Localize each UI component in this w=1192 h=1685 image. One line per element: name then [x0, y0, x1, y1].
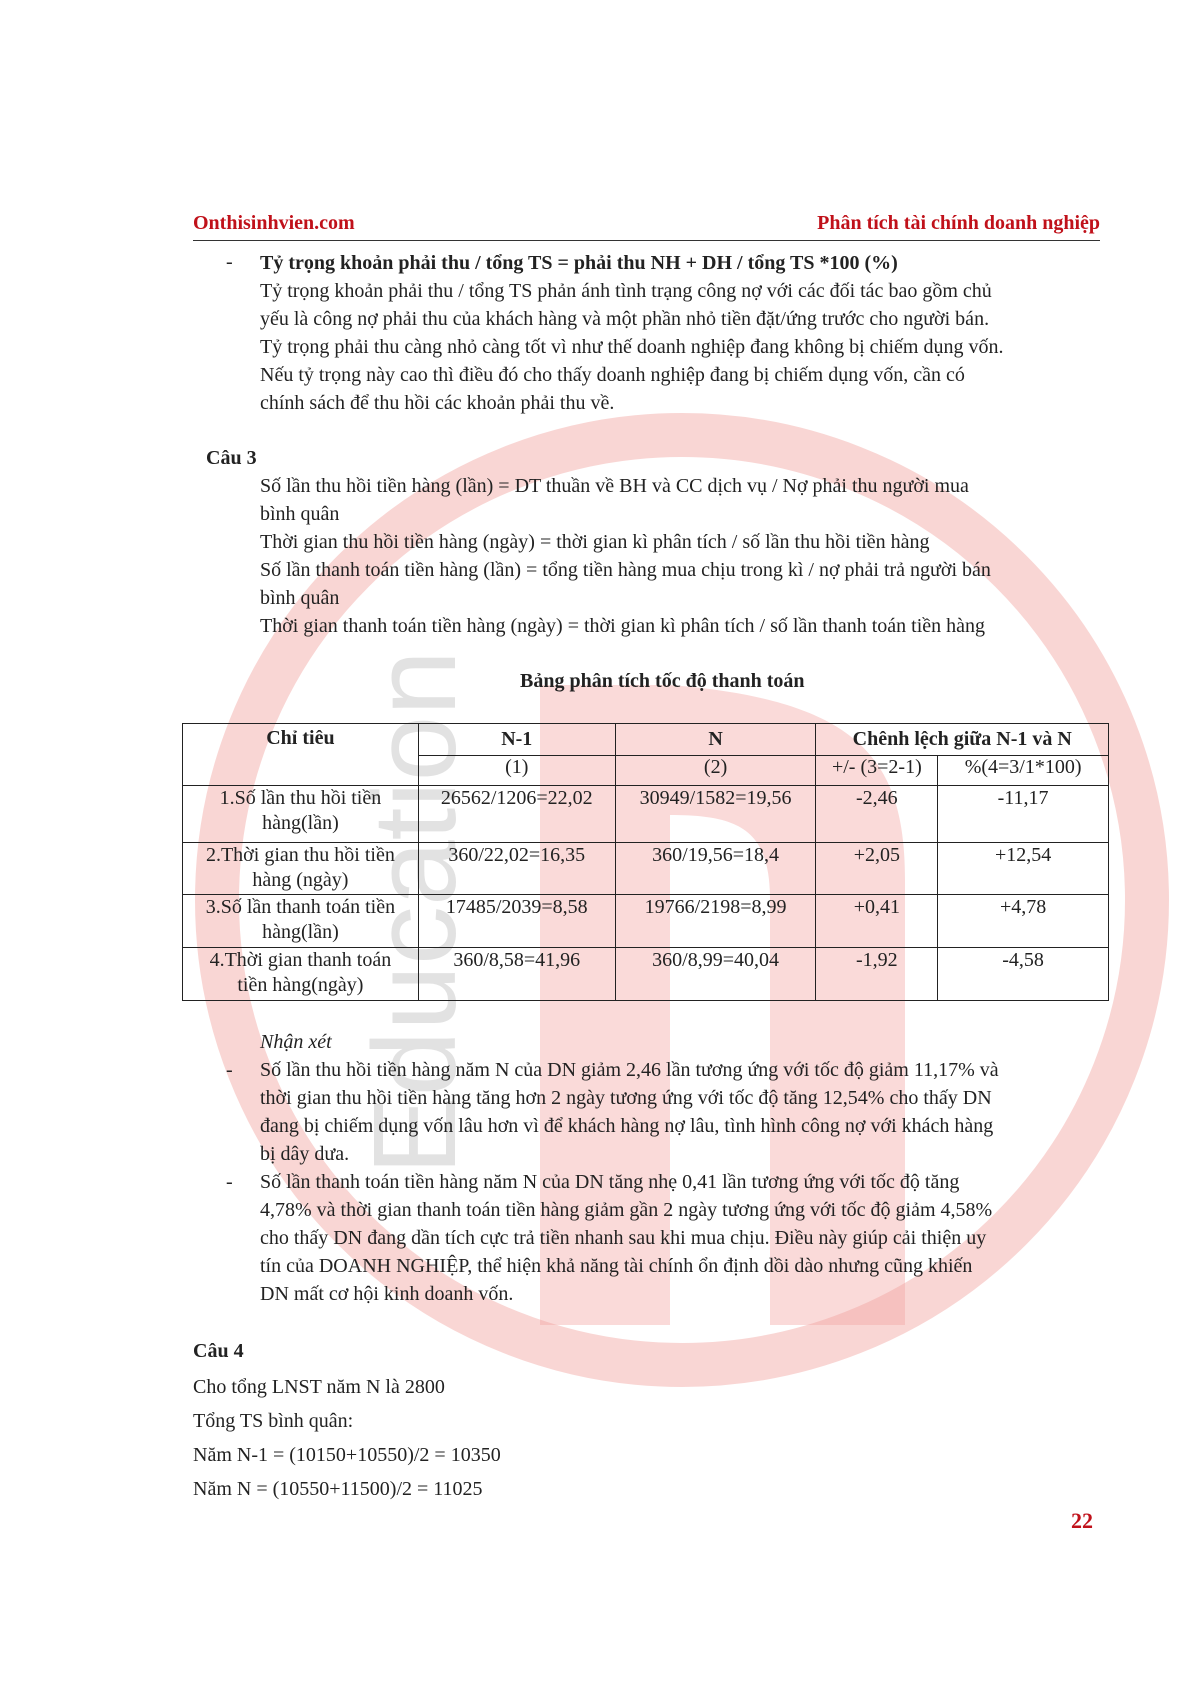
remark-bullet-1	[260, 1056, 999, 1168]
bullet-dash: -	[226, 1059, 233, 1081]
remarks-heading: Nhận xét	[260, 1031, 332, 1053]
cell-pct: -4,58	[938, 948, 1109, 1001]
cell-abs: +2,05	[816, 843, 938, 895]
ratio-formula: Tỷ trọng khoản phải thu / tổng TS = phải thu NH + DH / tổng TS *100 (%)	[260, 252, 898, 274]
text-line: yếu là công nợ phải thu của khách hàng và một phần nhỏ tiền đặt/ứng trước cho người bán.	[260, 308, 990, 330]
cell-curr: 360/19,56=18,4	[615, 843, 816, 895]
cell-prev: 360/22,02=16,35	[418, 843, 615, 895]
page-number: 22	[1071, 1508, 1093, 1533]
subheader-curr: (2)	[615, 756, 816, 786]
cau4-heading: Câu 4	[193, 1340, 244, 1362]
cell-abs: -2,46	[816, 786, 938, 843]
payment-speed-table	[182, 723, 1109, 1001]
text-line: Tổng TS bình quân:	[193, 1410, 354, 1432]
text-line: Cho tổng LNST năm N là 2800	[193, 1376, 445, 1398]
row-label: 4.Thời gian thanh toán tiền hàng(ngày)	[183, 948, 419, 1001]
text-line: Tỷ trọng phải thu càng nhỏ càng tốt vì như thế doanh nghiệp đang không bị chiếm dụng vốn.	[260, 336, 1004, 358]
cell-abs: -1,92	[816, 948, 938, 1001]
cell-pct: +4,78	[938, 895, 1109, 948]
cell-prev: 26562/1206=22,02	[418, 786, 615, 843]
text-line: bị dây dưa.	[260, 1143, 350, 1165]
text-line: Số lần thanh toán tiền hàng năm N của DN tăng nhẹ 0,41 lần tương ứng với tốc độ tăng	[260, 1171, 960, 1193]
text-line: Số lần thu hồi tiền hàng (lần) = DT thuần về BH và CC dịch vụ / Nợ phải thu người mua	[260, 475, 969, 497]
text-line: Nếu tỷ trọng này cao thì điều đó cho thấy doanh nghiệp đang bị chiếm dụng vốn, cần có	[260, 364, 965, 386]
table-row	[183, 786, 1109, 843]
table-header-row	[183, 724, 1109, 756]
table-row	[183, 843, 1109, 895]
cell-abs: +0,41	[816, 895, 938, 948]
text-line: Số lần thu hồi tiền hàng năm N của DN giảm 2,46 lần tương ứng với tốc độ giảm 11,17% và	[260, 1059, 999, 1081]
header-current-year: N	[615, 724, 816, 756]
cau3-formulas	[260, 472, 991, 640]
document-title: Phân tích tài chính doanh nghiệp	[817, 212, 1100, 234]
text-line: Số lần thanh toán tiền hàng (lần) = tổng tiền hàng mua chịu trong kì / nợ phải trả người bán	[260, 559, 991, 581]
text-line: Năm N-1 = (10150+10550)/2 = 10350	[193, 1444, 501, 1466]
cell-curr: 19766/2198=8,99	[615, 895, 816, 948]
text-line: bình quân	[260, 587, 340, 609]
subheader-pct: %(4=3/1*100)	[938, 756, 1109, 786]
cau3-heading: Câu 3	[206, 447, 257, 469]
text-line: Thời gian thanh toán tiền hàng (ngày) = thời gian kì phân tích / số lần thanh toán tiền hàng	[260, 615, 986, 637]
remark-bullet-2	[260, 1168, 992, 1308]
cell-prev: 17485/2039=8,58	[418, 895, 615, 948]
header-prev-year: N-1	[418, 724, 615, 756]
text-line: tín của DOANH NGHIỆP, thể hiện khả năng tài chính ổn định dồi dào nhưng cũng khiến	[260, 1255, 973, 1277]
text-line: 4,78% và thời gian thanh toán tiền hàng giảm gần 2 ngày tương ứng với tốc độ giảm 4,58%	[260, 1199, 993, 1221]
cell-curr: 30949/1582=19,56	[615, 786, 816, 843]
text-line: Thời gian thu hồi tiền hàng (ngày) = thời gian kì phân tích / số lần thu hồi tiền hàng	[260, 531, 930, 553]
header-indicator: Chỉ tiêu	[183, 724, 419, 786]
text-line: bình quân	[260, 503, 340, 525]
cell-curr: 360/8,99=40,04	[615, 948, 816, 1001]
row-label: 3.Số lần thanh toán tiền hàng(lần)	[183, 895, 419, 948]
site-name: Onthisinhvien.com	[193, 212, 355, 234]
text-line: chính sách để thu hồi các khoản phải thu về.	[260, 392, 615, 414]
text-line: Tỷ trọng khoản phải thu / tổng TS phản ánh tình trạng công nợ với các đối tác bao gồm chủ	[260, 280, 992, 302]
cell-pct: +12,54	[938, 843, 1109, 895]
bullet-dash: -	[226, 1171, 233, 1193]
header-difference: Chênh lệch giữa N-1 và N	[816, 724, 1109, 756]
subheader-abs: +/- (3=2-1)	[816, 756, 938, 786]
row-label: 1.Số lần thu hồi tiền hàng(lần)	[183, 786, 419, 843]
page-header	[193, 210, 1100, 241]
cell-pct: -11,17	[938, 786, 1109, 843]
row-label: 2.Thời gian thu hồi tiền hàng (ngày)	[183, 843, 419, 895]
ratio-section	[226, 248, 233, 276]
table-row	[183, 895, 1109, 948]
text-line: đang bị chiếm dụng vốn lâu hơn vì để khách hàng nợ lâu, tình hình công nợ với khách hàng	[260, 1115, 994, 1137]
text-line: cho thấy DN đang dần tích cực trả tiền nhanh sau khi mua chịu. Điều này giúp cải thiện uy	[260, 1227, 987, 1249]
subheader-prev: (1)	[418, 756, 615, 786]
bullet-dash: -	[226, 251, 233, 273]
text-line: DN mất cơ hội kinh doanh vốn.	[260, 1283, 514, 1305]
table-row	[183, 948, 1109, 1001]
ratio-text	[260, 249, 1004, 417]
text-line: thời gian thu hồi tiền hàng tăng hơn 2 ngày tương ứng với tốc độ tăng 12,54% cho thấy DN	[260, 1087, 992, 1109]
watermark-text: Education	[349, 650, 481, 1175]
cau4-body	[193, 1370, 501, 1506]
cell-prev: 360/8,58=41,96	[418, 948, 615, 1001]
text-line: Năm N = (10550+11500)/2 = 11025	[193, 1478, 483, 1500]
table-title: Bảng phân tích tốc độ thanh toán	[520, 670, 805, 692]
